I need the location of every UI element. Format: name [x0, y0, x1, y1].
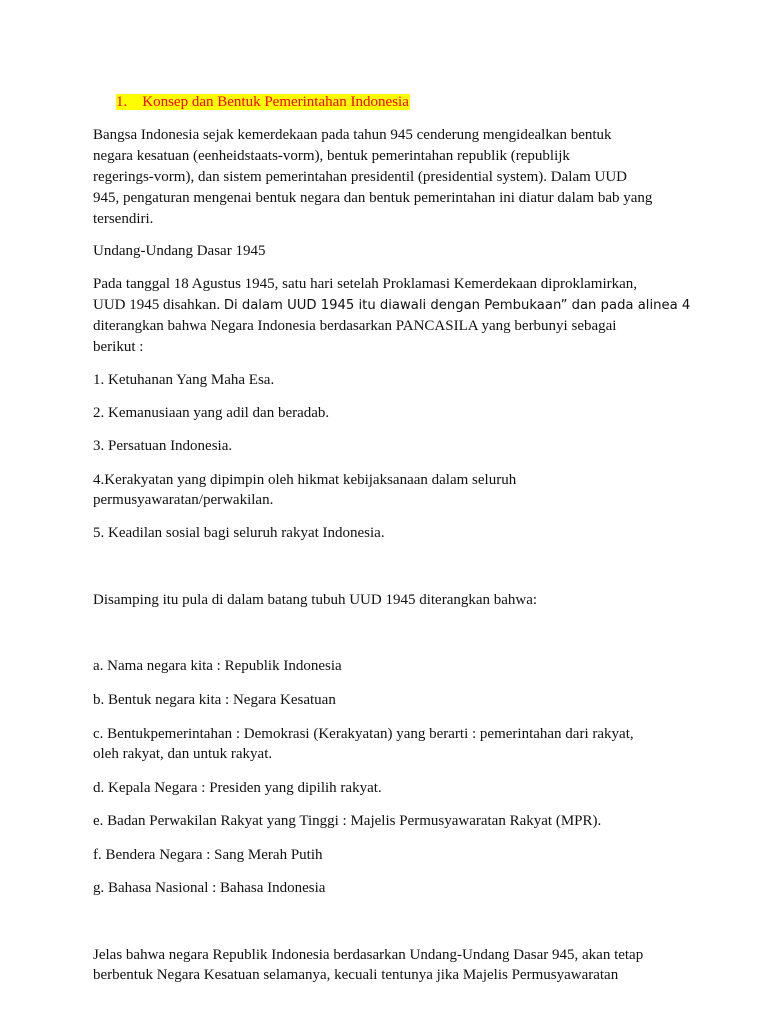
- intro-line-2: negara kesatuan (eenheidstaats-vorm), bentuk pemerintahan republik (republijk: [93, 148, 570, 164]
- intro-line-4: 945, pengaturan mengenai bentuk negara dan bentuk pemerintahan ini diatur dalam bab yang: [93, 190, 653, 206]
- heading-number: 1.: [116, 94, 141, 110]
- point-c-line-2: oleh rakyat, dan untuk rakyat.: [93, 746, 273, 762]
- para2-line-4: berikut :: [93, 339, 144, 355]
- point-d: d. Kepala Negara : Presiden yang dipilih rakyat.: [93, 780, 382, 796]
- pancasila-item-2: 2. Kemanusiaan yang adil dan beradab.: [93, 405, 330, 421]
- para2-line-3: diterangkan bahwa Negara Indonesia berdasarkan PANCASILA yang berbunyi sebagai: [93, 318, 617, 334]
- point-f: f. Bendera Negara : Sang Merah Putih: [93, 847, 323, 863]
- intro-line-5: tersendiri.: [93, 211, 154, 227]
- para2-line-2-a: UUD 1945 disahkan.: [93, 297, 224, 313]
- closing-line-2: berbentuk Negara Kesatuan selamanya, kecuali tentunya jika Majelis Permusyawaratan: [93, 967, 619, 983]
- point-a: a. Nama negara kita : Republik Indonesia: [93, 658, 342, 674]
- point-e: e. Badan Perwakilan Rakyat yang Tinggi : Majelis Permusyawaratan Rakyat (MPR).: [93, 813, 602, 829]
- para2-line-2-b: Di dalam UUD 1945 itu diawali dengan Pembukaan” dan pada alinea 4: [223, 298, 691, 313]
- pancasila-item-4: 4.Kerakyatan yang dipimpin oleh hikmat kebijaksanaan dalam seluruh: [93, 472, 517, 488]
- point-c-line-1: c. Bentukpemerintahan : Demokrasi (Kerakyatan) yang berarti : pemerintahan dari rakyat,: [93, 726, 634, 742]
- pancasila-item-5: 5. Keadilan sosial bagi seluruh rakyat Indonesia.: [93, 525, 385, 541]
- intro-line-1: Bangsa Indonesia sejak kemerdekaan pada tahun 945 cenderung mengidealkan bentuk: [93, 127, 612, 143]
- subtitle: Undang-Undang Dasar 1945: [93, 243, 266, 259]
- pancasila-item-4-cont: permusyawaratan/perwakilan.: [93, 492, 274, 508]
- pancasila-item-1: 1. Ketuhanan Yang Maha Esa.: [93, 372, 275, 388]
- heading-text: Konsep dan Bentuk Pemerintahan Indonesia: [142, 94, 409, 110]
- section-heading: [116, 92, 410, 112]
- point-b: b. Bentuk negara kita : Negara Kesatuan: [93, 692, 336, 708]
- batang-tubuh-intro: Disamping itu pula di dalam batang tubuh UUD 1945 diterangkan bahwa:: [93, 592, 538, 608]
- intro-line-3: regerings-vorm), dan sistem pemerintahan presidentil (presidential system). Dalam UUD: [93, 169, 628, 185]
- para2-line-1: Pada tanggal 18 Agustus 1945, satu hari setelah Proklamasi Kemerdekaan diproklamirkan,: [93, 276, 638, 292]
- point-g: g. Bahasa Nasional : Bahasa Indonesia: [93, 880, 326, 896]
- closing-line-1: Jelas bahwa negara Republik Indonesia berdasarkan Undang-Undang Dasar 945, akan tetap: [93, 947, 644, 963]
- para2-line-2: [93, 295, 690, 316]
- pancasila-item-3: 3. Persatuan Indonesia.: [93, 438, 233, 454]
